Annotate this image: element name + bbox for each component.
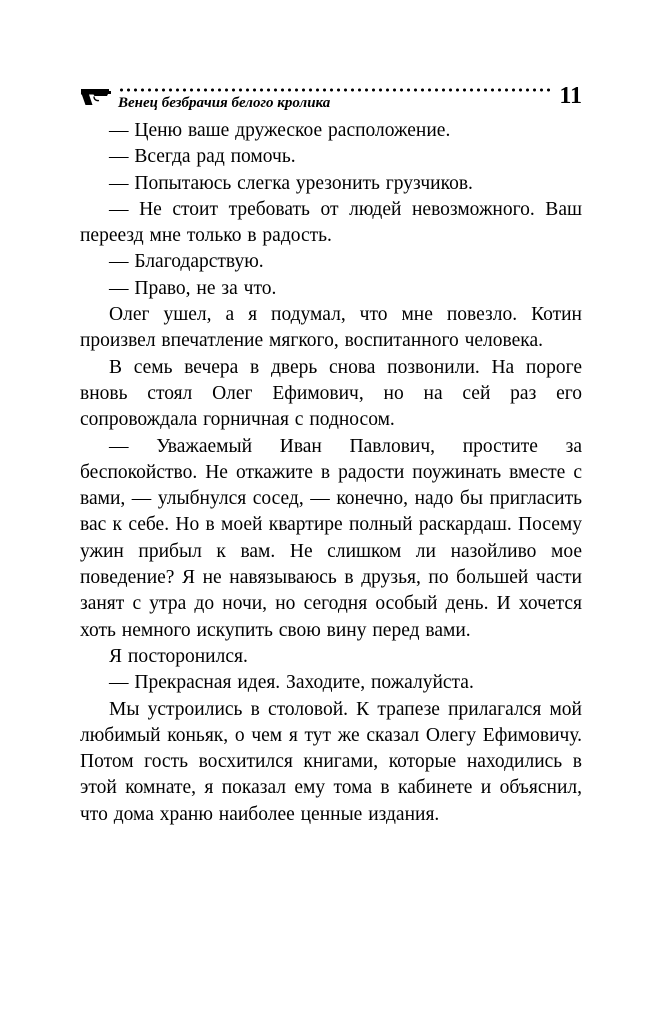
paragraph: Мы устроились в столовой. К трапезе прилагался мой любимый коньяк, о чем я тут же сказал Олегу Ефимовичу. Потом гость восхитился книгами, которые находились в этой комнате, я показал ему тома в кабинете и объяснил, что дома храню наиболее ценные издания.: [80, 698, 582, 825]
paragraph: — Не стоит требовать от людей невозможного. Ваш переезд мне только в радость.: [80, 198, 582, 247]
book-text: [80, 118, 582, 828]
paragraph: — Попытаюсь слегка урезонить грузчиков.: [109, 172, 473, 194]
paragraph: Олег ушел, а я подумал, что мне повезло. Котин произвел впечатление мягкого, воспитанного человека.: [80, 304, 582, 352]
paragraph: — Всегда рад помочь.: [109, 146, 296, 168]
paragraph: В семь вечера в дверь снова позвонили. На пороге вновь стоял Олег Ефимович, но на сей раз его сопровождала горничная с подносом.: [80, 356, 582, 431]
paragraph: Я посторонился.: [109, 645, 248, 667]
gun-icon: [80, 85, 112, 107]
page-number: 11: [559, 83, 582, 109]
paragraph: — Право, не за что.: [109, 277, 277, 299]
paragraph: — Прекрасная идея. Заходите, пожалуйста.: [109, 672, 474, 694]
header-middle: [118, 84, 551, 112]
paragraph: — Уважаемый Иван Павлович, простите за беспокойство. Не откажите в радости поужинать вместе с вами, — улыбнулся сосед, — конечно, надо бы пригласить вас к себе. Но в моей квартире полный раскардаш. Посему ужин прибыл к вам. Не слишком ли назойливо мое поведение? Я не навязываюсь в друзья, по большей части занят с утра до ночи, но сегодня особый день. И хочется хоть немного искупить свою вину перед вами.: [80, 435, 582, 641]
paragraph: — Ценю ваше дружеское расположение.: [109, 120, 451, 141]
paragraph: — Благодарствую.: [109, 251, 264, 273]
book-title: Венец безбрачия белого кролика: [118, 95, 331, 111]
dotted-separator: [118, 87, 551, 93]
page-content: [80, 84, 582, 828]
page-header: [80, 84, 582, 112]
